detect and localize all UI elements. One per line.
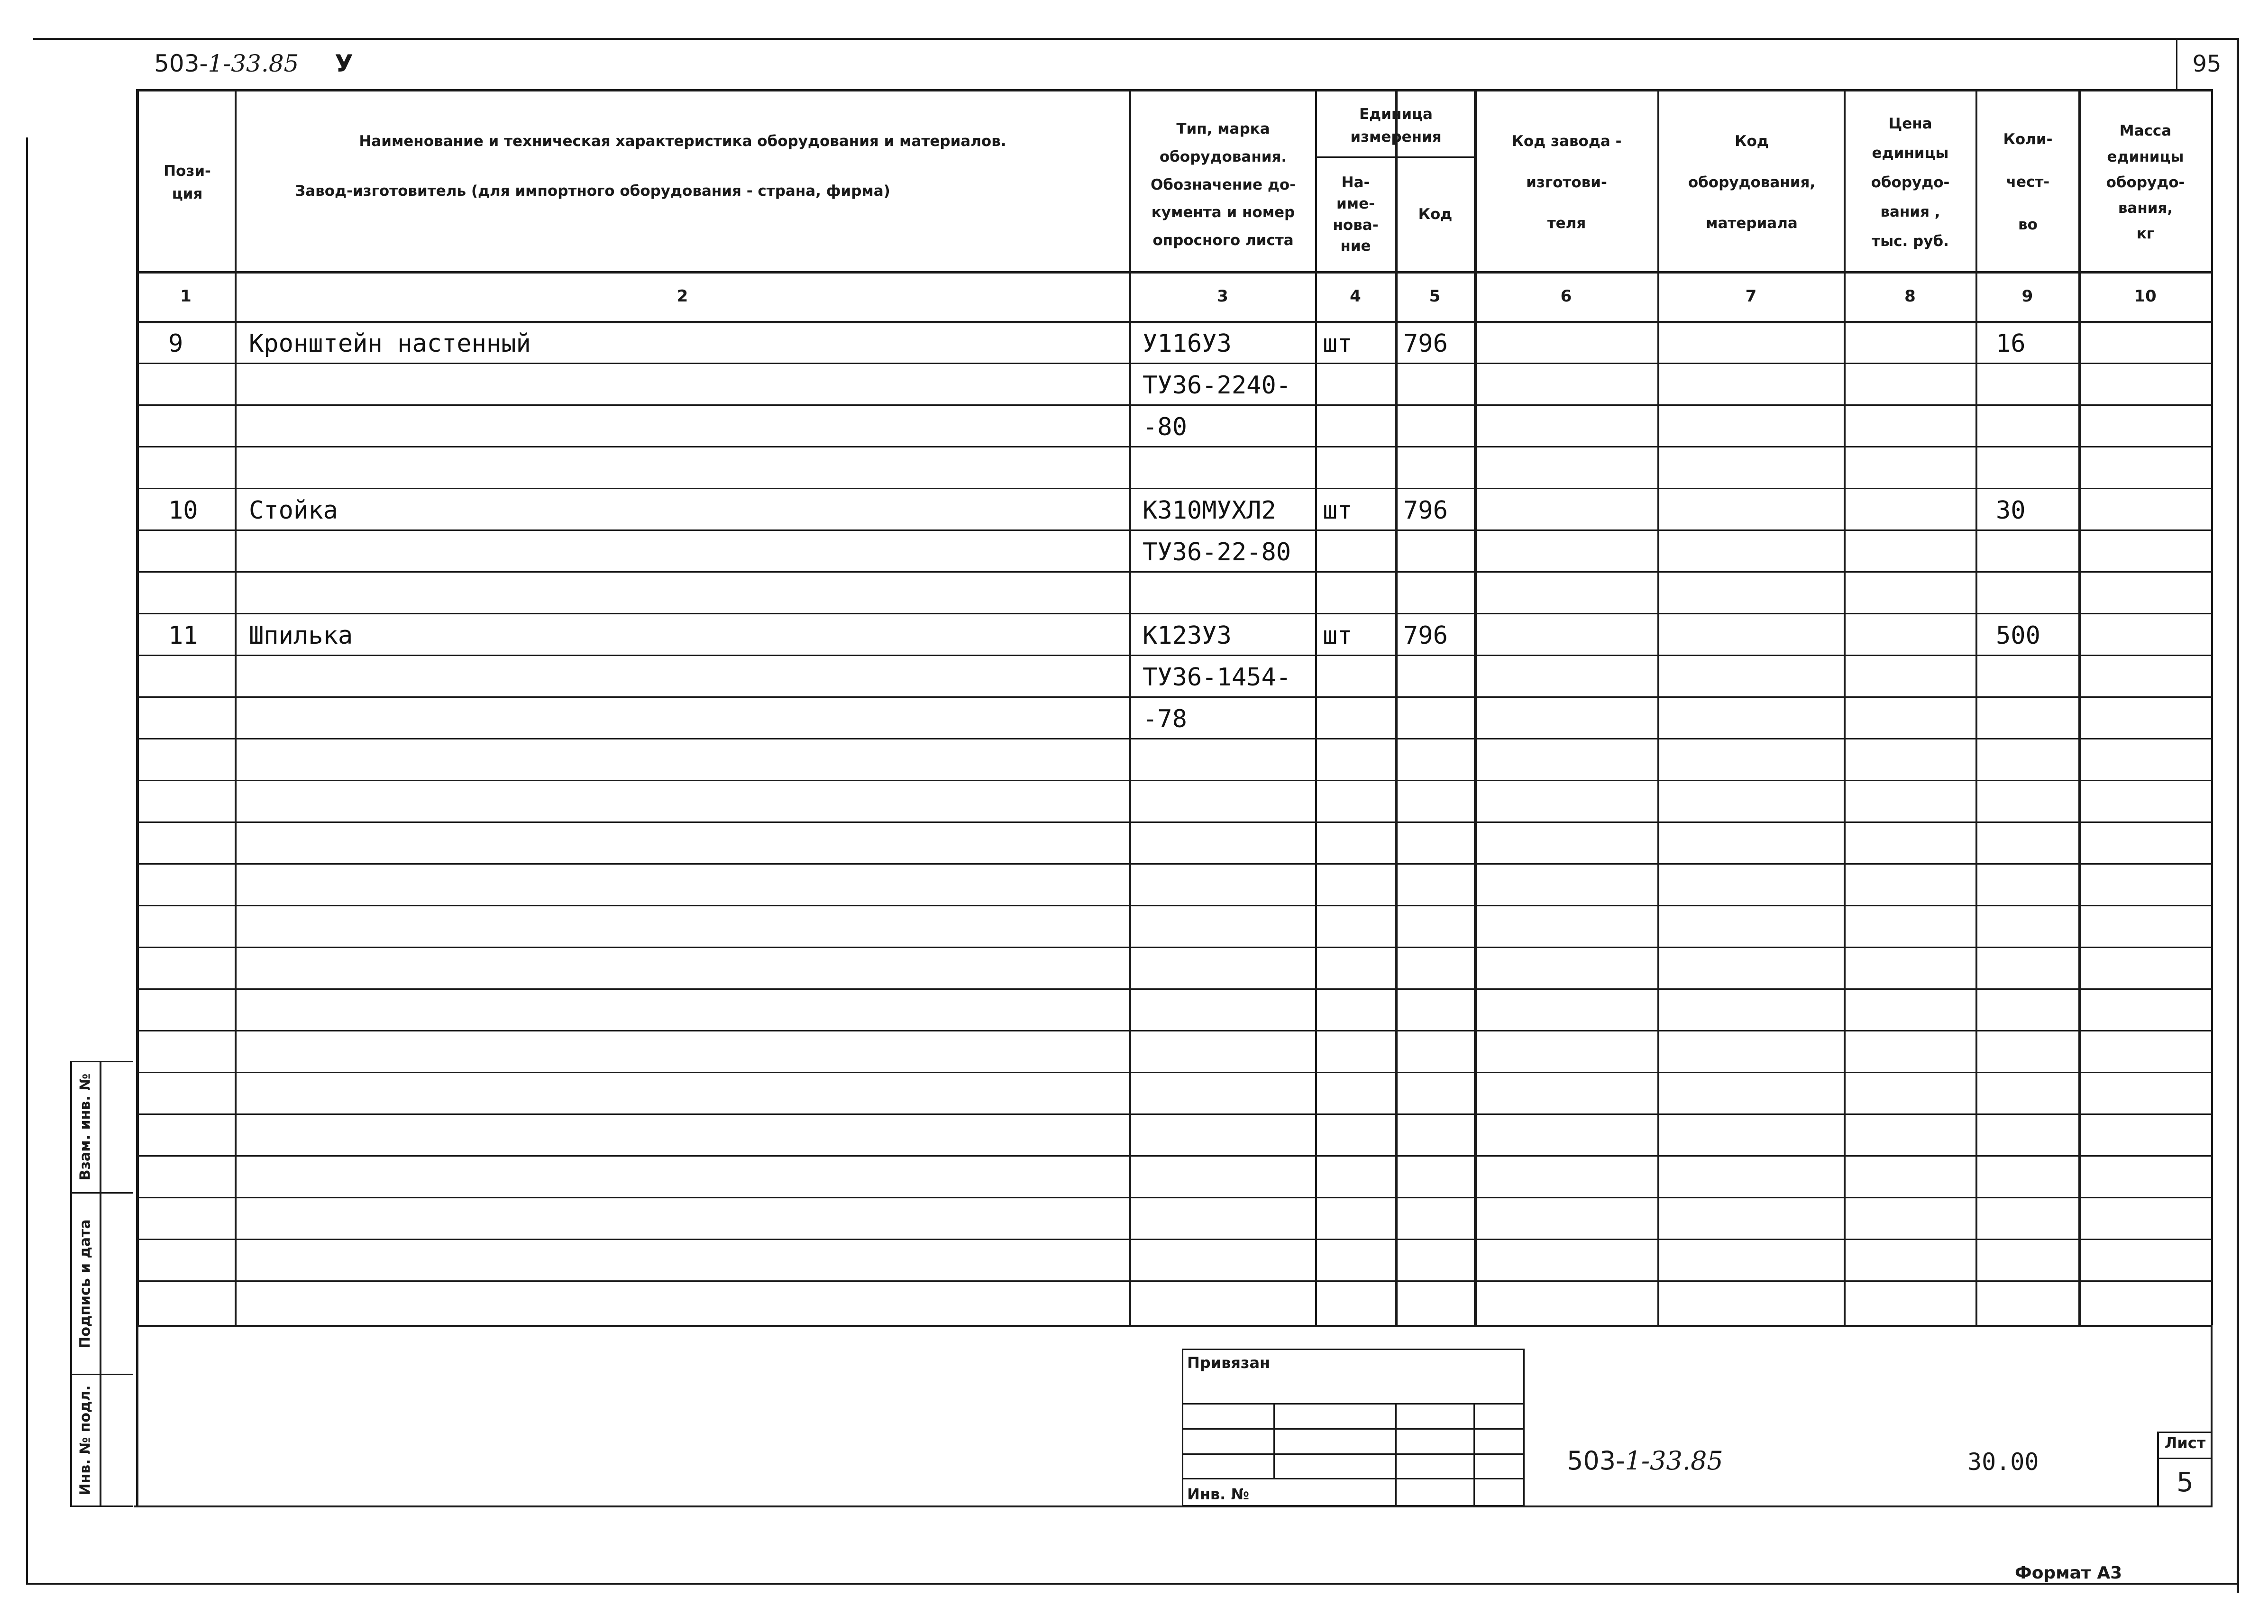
table-row-line-10 (137, 738, 2212, 739)
table-row-line-9 (137, 696, 2212, 698)
side-stamp-right-line (100, 1061, 101, 1506)
top-code-handwritten: 1-33.85 (208, 50, 299, 77)
top-code-letter: У (335, 50, 353, 77)
table-row-line-19 (137, 1113, 2212, 1115)
side-stamp-swap-inv: Взам. инв. № (77, 1073, 94, 1181)
item-type-line: ТУ36-1454- (1143, 663, 1291, 692)
stamp-col-line-2 (1395, 1403, 1397, 1507)
frame-top-line (33, 38, 2238, 40)
stamp-col-line-1 (1273, 1403, 1275, 1479)
item-type-line: К123У3 (1143, 621, 1232, 650)
item-type-line: К310МУХЛ2 (1143, 496, 1276, 525)
column-number: 9 (2021, 286, 2033, 306)
header-name-line2: Завод-изготовитель (для импортного оборудования - страна, фирма) (295, 182, 890, 200)
item-unit: шт (1323, 329, 1353, 358)
item-unit: шт (1323, 496, 1353, 525)
table-body-bottom-line (137, 1325, 2212, 1327)
top-document-code (154, 50, 353, 77)
attached-label: Привязан (1187, 1354, 1271, 1372)
page-number: 95 (2192, 51, 2222, 77)
table-row-line-4 (137, 488, 2212, 489)
table-row-line-2 (137, 404, 2212, 406)
item-type-line: У116У3 (1143, 329, 1232, 358)
item-name: Стойка (249, 496, 338, 525)
title-area-left-line (136, 1325, 138, 1507)
table-row-line-8 (137, 655, 2212, 656)
column-number: 7 (1745, 286, 1757, 306)
table-row-line-23 (137, 1280, 2212, 1282)
sheet-number: 5 (2177, 1467, 2194, 1498)
header-position: Пози- ция (164, 162, 211, 202)
header-quantity: Коли- чест- во (2003, 131, 2053, 233)
sheet-box-mid-line (2157, 1458, 2213, 1459)
stamp-col-line-3 (1473, 1403, 1475, 1507)
column-number: 4 (1350, 286, 1361, 306)
table-row-line-17 (137, 1030, 2212, 1031)
title-block-right-line (2211, 1325, 2213, 1507)
header-type: Тип, марка оборудования. Обозначение до- кумента и номер опросного листа (1150, 120, 1296, 249)
column-number: 5 (1429, 286, 1441, 306)
table-row-line-3 (137, 446, 2212, 447)
header-unit-group: Единица измерения (1350, 105, 1442, 146)
title-code-printed: 503- (1567, 1446, 1625, 1476)
item-unit: шт (1323, 621, 1353, 650)
header-factory-code: Код завода - изготови- теля (1511, 132, 1622, 232)
page-number-box-left (2176, 38, 2177, 90)
column-number: 1 (180, 286, 192, 306)
title-document-code (1567, 1446, 1723, 1476)
column-number: 3 (1217, 286, 1228, 306)
item-quantity: 30 (1996, 496, 2026, 525)
table-row-line-7 (137, 613, 2212, 614)
unit-group-divider-line (1316, 156, 1474, 158)
table-row-line-12 (137, 821, 2212, 823)
header-name-line1: Наименование и техническая характеристика оборудования и материалов. (359, 133, 1006, 150)
item-name: Кронштейн настенный (249, 329, 531, 358)
table-row-line-13 (137, 863, 2212, 865)
item-quantity: 500 (1996, 621, 2040, 650)
side-stamp-sign-date: Подпись и дата (77, 1219, 94, 1349)
table-column-numbers-bottom-line (137, 321, 2212, 323)
inv-label: Инв. № (1187, 1485, 1249, 1503)
frame-bottom-line (26, 1583, 2239, 1585)
table-row-line-14 (137, 905, 2212, 906)
item-type-line: -80 (1143, 413, 1187, 441)
column-number: 6 (1560, 286, 1572, 306)
table-row-line-22 (137, 1239, 2212, 1240)
header-unit-code: Код (1418, 206, 1453, 223)
table-top-line (137, 89, 2212, 91)
frame-right-line (2237, 38, 2239, 1593)
item-name: Шпилька (249, 621, 353, 650)
top-code-printed: 503- (154, 50, 208, 77)
item-position: 11 (168, 621, 198, 650)
format-label: Формат А3 (2015, 1563, 2122, 1583)
title-document-suffix: 30.00 (1967, 1448, 2039, 1476)
item-position: 9 (168, 329, 183, 358)
header-price: Цена единицы оборудо- вания , тыс. руб. (1871, 115, 1950, 250)
item-type-line: -78 (1143, 705, 1187, 733)
frame-left-line (26, 137, 28, 1583)
table-row-line-1 (137, 363, 2212, 364)
table-row-line-16 (137, 988, 2212, 990)
side-stamp-inv-orig: Инв. № подл. (77, 1385, 94, 1496)
item-position: 10 (168, 496, 198, 525)
table-row-line-21 (137, 1197, 2212, 1198)
table-row-line-15 (137, 947, 2212, 948)
header-mass: Масса единицы оборудо- вания, кг (2106, 122, 2185, 243)
table-row-line-18 (137, 1072, 2212, 1073)
item-type-line: ТУ36-22-80 (1143, 538, 1291, 566)
item-unit-code: 796 (1403, 329, 1448, 358)
table-row-line-20 (137, 1155, 2212, 1157)
sheet-box-left-line (2157, 1432, 2159, 1507)
column-number: 10 (2134, 286, 2157, 306)
title-code-handwritten: 1-33.85 (1625, 1446, 1723, 1476)
title-block-bottom-line (134, 1505, 2213, 1507)
item-unit-code: 796 (1403, 496, 1448, 525)
table-row-line-6 (137, 571, 2212, 573)
table-row-line-5 (137, 529, 2212, 531)
table-row-line-11 (137, 780, 2212, 781)
header-equipment-code: Код оборудования, материала (1688, 132, 1816, 232)
side-stamp-bottom-line (70, 1505, 133, 1507)
attached-stamp (1182, 1349, 1525, 1506)
column-number: 2 (677, 286, 688, 306)
header-unit-name: На- име- нова- ние (1333, 173, 1379, 255)
sheet-box-top-line (2157, 1432, 2213, 1433)
item-unit-code: 796 (1403, 621, 1448, 650)
sheet-label: Лист (2164, 1434, 2206, 1452)
item-quantity: 16 (1996, 329, 2026, 358)
item-type-line: ТУ36-2240- (1143, 371, 1291, 400)
column-number: 8 (1904, 286, 1916, 306)
